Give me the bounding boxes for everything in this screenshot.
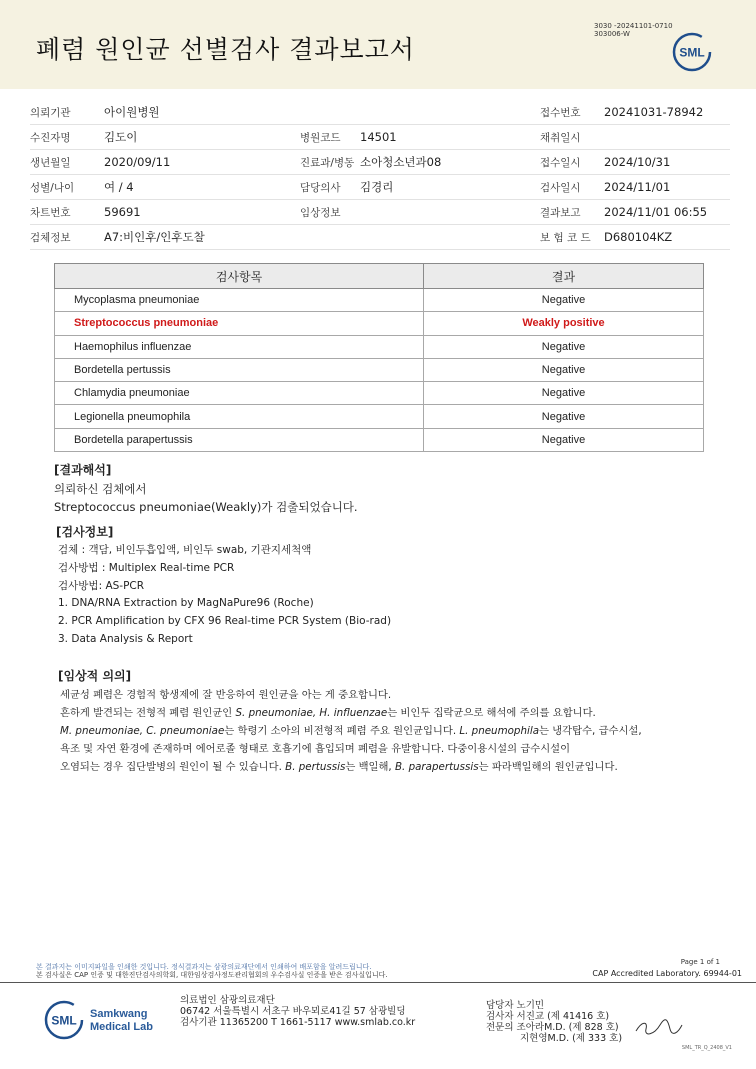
- footer-divider: [0, 982, 756, 983]
- info-row: [30, 150, 730, 175]
- test-info-line: 검체 : 객담, 비인두흡입액, 비인두 swab, 기관지세척액: [58, 544, 312, 556]
- table-row: [55, 382, 704, 405]
- cap-accreditation: CAP Accredited Laboratory. 69944-01: [592, 969, 742, 978]
- label-requesting-institution: 의뢰기관: [30, 100, 104, 125]
- clinical-line: 욕조 및 자연 환경에 존재하며 에어로졸 형태로 호흡기에 흡입되며 폐렴을 유발합니다. 다중이용시설의 급수시설이: [60, 743, 571, 755]
- test-result: Negative: [424, 289, 704, 312]
- test-info-line: 검사방법: AS-PCR: [58, 580, 145, 592]
- label-test-date: 검사일시: [540, 175, 604, 200]
- staff-list: 담당자 노기민 검사자 서진교 (제 41416 호) 전문의 조아라M.D. (제 828 호) 지현영M.D. (제 333 호): [486, 1000, 623, 1044]
- svg-text:SML: SML: [679, 45, 705, 60]
- value-sex-age: 여 / 4: [104, 175, 300, 200]
- test-info-line: 1. DNA/RNA Extraction by MagNaPure96 (Roche): [58, 597, 314, 609]
- test-item: Bordetella pertussis: [55, 358, 424, 381]
- info-row: [30, 175, 730, 200]
- test-info-title: [검사정보]: [56, 525, 114, 539]
- value-chart-number: 59691: [104, 200, 300, 225]
- institution-address: 의료법인 삼광의료재단 06742 서울특별시 서초구 바우뫼로41길 57 삼광빌딩 검사기관 11365200 T 1661-5117 www.smlab.co.kr: [180, 995, 416, 1028]
- test-result: Weakly positive: [424, 312, 704, 335]
- label-patient-name: 수진자명: [30, 125, 104, 150]
- test-result: Negative: [424, 405, 704, 428]
- test-item: Streptococcus pneumoniae: [55, 312, 424, 335]
- value-hospital-code: 14501: [360, 125, 540, 150]
- clinical-line: 흔하게 발견되는 전형적 폐렴 원인균인 S. pneumoniae, H. influenzae는 비인두 집락균으로 해석에 주의를 요합니다.: [60, 707, 596, 719]
- value-doctor: 김경리: [360, 175, 540, 200]
- table-row: [55, 405, 704, 428]
- test-result: Negative: [424, 428, 704, 451]
- value-patient-name: 김도이: [104, 125, 300, 150]
- label-collection-date: 채취일시: [540, 125, 604, 150]
- value-insurance-code: D680104KZ: [604, 225, 730, 250]
- patient-info-table: [30, 100, 730, 250]
- table-row: [55, 358, 704, 381]
- value-receipt-date: 2024/10/31: [604, 150, 730, 175]
- document-code: 3030 -20241101-0710 303006-W: [594, 22, 673, 38]
- value-requesting-institution: 아이원병원: [104, 100, 300, 125]
- label-receipt-number: 접수번호: [540, 100, 604, 125]
- test-item: Bordetella parapertussis: [55, 428, 424, 451]
- label-sex-age: 성별/나이: [30, 175, 104, 200]
- svg-text:SML: SML: [51, 1013, 77, 1028]
- value-specimen: A7:비인후/인후도찰: [104, 225, 300, 250]
- test-item: Mycoplasma pneumoniae: [55, 289, 424, 312]
- page-number: Page 1 of 1: [680, 958, 720, 966]
- table-row: [55, 428, 704, 451]
- label-chart-number: 차트번호: [30, 200, 104, 225]
- info-row: [30, 125, 730, 150]
- value-report-date: 2024/11/01 06:55: [604, 200, 730, 225]
- table-row-positive: [55, 312, 704, 335]
- label-hospital-code: 병원코드: [300, 125, 360, 150]
- footer-note-certification: 본 검사실은 CAP 인증 및 대한진단검사의학회, 대한임상검사정도관리협회의 우수검사실 인증을 받은 검사실입니다.: [36, 971, 388, 979]
- test-item: Chlamydia pneumoniae: [55, 382, 424, 405]
- label-receipt-date: 접수일시: [540, 150, 604, 175]
- results-table: [54, 263, 704, 452]
- value-collection-date: [604, 125, 730, 150]
- value-clinical-info: [360, 200, 540, 225]
- results-header-row: [55, 264, 704, 289]
- sml-logo-icon: [44, 1000, 84, 1040]
- test-item: Haemophilus influenzae: [55, 335, 424, 358]
- revision-code: SML_TR_Q_2408_V1: [681, 1045, 732, 1051]
- column-header-result: 결과: [424, 264, 704, 289]
- test-result: Negative: [424, 358, 704, 381]
- interpretation-line: Streptococcus pneumoniae(Weakly)가 검출되었습니다.: [54, 500, 358, 514]
- clinical-line: M. pneumoniae, C. pneumoniae는 학령기 소아의 비전형적 폐렴 주요 원인균입니다. L. pneumophila는 냉각탑수, 급수시설,: [60, 725, 642, 737]
- label-specimen: 검체정보: [30, 225, 104, 250]
- value-birth-date: 2020/09/11: [104, 150, 300, 175]
- signature-icon: [634, 1017, 684, 1039]
- label-report-date: 결과보고: [540, 200, 604, 225]
- footer-note-print: 본 결과지는 이미지파일을 인쇄한 것입니다. 정식결과지는 삼광의료재단에서 인쇄하여 배포함을 알려드립니다.: [36, 963, 372, 971]
- test-info-line: 2. PCR Amplification by CFX 96 Real-time PCR System (Bio-rad): [58, 615, 392, 627]
- info-row: [30, 200, 730, 225]
- sml-logo-icon: [672, 32, 712, 72]
- test-result: Negative: [424, 382, 704, 405]
- label-department: 진료과/병동: [300, 150, 360, 175]
- info-row: [30, 225, 730, 250]
- info-row: [30, 100, 730, 125]
- clinical-line: 세균성 폐렴은 경험적 항생제에 잘 반응하여 원인균을 아는 게 중요합니다.: [60, 689, 392, 701]
- clinical-title: [임상적 의의]: [58, 669, 132, 683]
- label-insurance-code: 보 험 코 드: [540, 225, 604, 250]
- table-row: [55, 289, 704, 312]
- value-receipt-number: 20241031-78942: [604, 100, 730, 125]
- report-title: 폐렴 원인균 선별검사 결과보고서: [36, 35, 415, 64]
- test-info-line: 3. Data Analysis & Report: [58, 633, 193, 645]
- value-test-date: 2024/11/01: [604, 175, 730, 200]
- value-department: 소아청소년과08: [360, 150, 540, 175]
- clinical-line: 오염되는 경우 집단발병의 원인이 될 수 있습니다. B. pertussis는 백일해, B. parapertussis는 파라백일해의 원인균입니다.: [60, 761, 618, 773]
- column-header-test-item: 검사항목: [55, 264, 424, 289]
- brand-name: Samkwang Medical Lab: [90, 1008, 153, 1033]
- test-item: Legionella pneumophila: [55, 405, 424, 428]
- label-doctor: 담당의사: [300, 175, 360, 200]
- test-result: Negative: [424, 335, 704, 358]
- label-clinical-info: 임상정보: [300, 200, 360, 225]
- report-header: [0, 0, 756, 89]
- test-info-line: 검사방법 : Multiplex Real-time PCR: [58, 562, 235, 574]
- interpretation-title: [결과해석]: [54, 463, 112, 477]
- interpretation-line: 의뢰하신 검체에서: [54, 482, 147, 496]
- table-row: [55, 335, 704, 358]
- label-birth-date: 생년월일: [30, 150, 104, 175]
